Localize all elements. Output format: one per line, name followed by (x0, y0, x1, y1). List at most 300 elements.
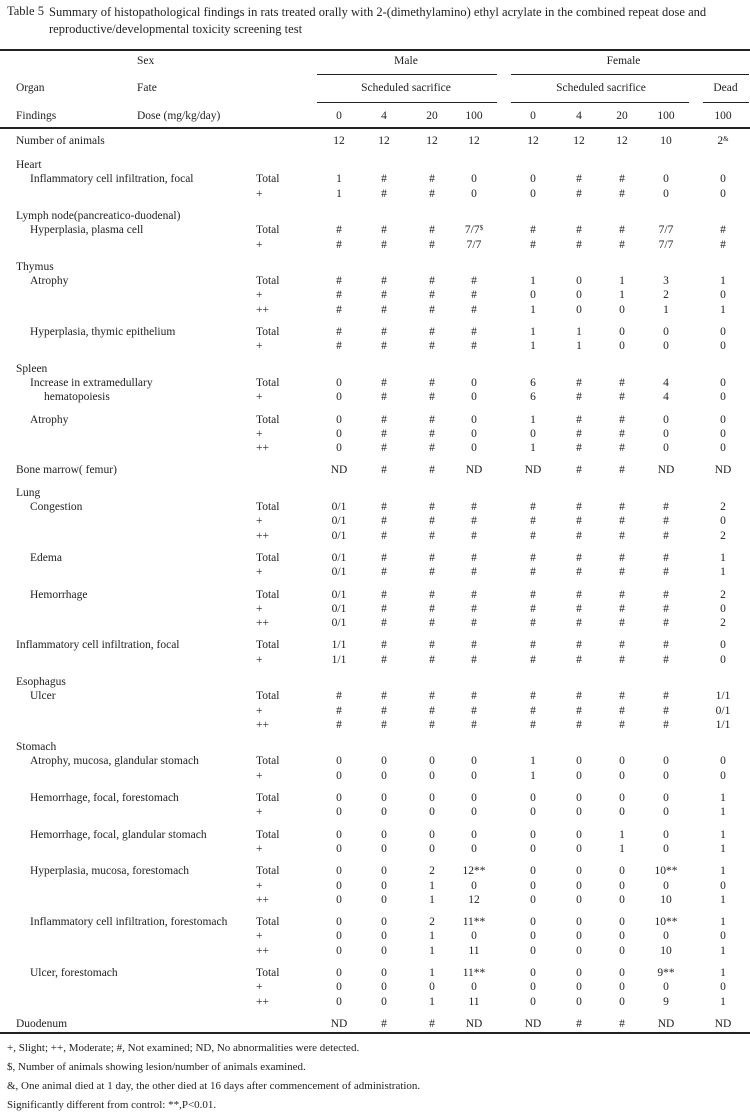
value-cell-value: # (381, 275, 387, 287)
value-cell-value: # (429, 515, 435, 527)
value-cell (449, 754, 499, 768)
grade-label: Total (256, 589, 280, 601)
value-cell (314, 980, 364, 994)
value-cell-value: # (576, 617, 582, 629)
value-cell-value: 0 (720, 515, 726, 527)
value-cell (698, 339, 748, 353)
value-cell (641, 638, 691, 652)
value-cell-value: # (619, 391, 625, 403)
value-cell (508, 288, 558, 302)
grade-label: + (256, 289, 263, 301)
value-cell-value: # (619, 719, 625, 731)
grade-label: + (256, 880, 263, 892)
value-cell (359, 288, 409, 302)
value-cell-value: 1 (663, 304, 669, 316)
value-cell-value: 1 (336, 188, 342, 200)
value-cell-value: # (381, 552, 387, 564)
value-cell (508, 944, 558, 958)
value-cell-value: # (381, 501, 387, 513)
value-cell-value: 2 (663, 289, 669, 301)
value-cell-value: # (429, 639, 435, 651)
organ-label: Stomach (16, 741, 57, 753)
value-cell-value: 1 (619, 843, 625, 855)
grade-label: Total (256, 224, 280, 236)
value-cell-value: # (429, 530, 435, 542)
value-cell (359, 187, 409, 201)
value-cell (508, 754, 558, 768)
value-cell-value: 0 (720, 654, 726, 666)
value-cell-value: # (429, 289, 435, 301)
value-cell-value: # (619, 414, 625, 426)
value-cell (314, 565, 364, 579)
value-cell-value: # (381, 304, 387, 316)
grade-label: + (256, 981, 263, 993)
organ-label: Lymph node(pancreatico-duodenal) (16, 210, 181, 222)
value-cell (314, 653, 364, 667)
value-cell (698, 704, 748, 718)
value-cell-value: 0 (471, 792, 477, 804)
value-cell (641, 303, 691, 317)
value-cell-value: 0 (720, 880, 726, 892)
value-cell (597, 995, 647, 1009)
value-cell-value: 0 (576, 865, 582, 877)
dead-fate-rule (703, 102, 749, 103)
value-cell-value: 1 (720, 865, 726, 877)
value-cell-value: # (530, 589, 536, 601)
value-cell-value: # (619, 515, 625, 527)
value-cell (314, 791, 364, 805)
value-cell-value: 1 (619, 829, 625, 841)
value-cell (508, 500, 558, 514)
value-cell-value: # (429, 1018, 435, 1030)
value-cell (698, 514, 748, 528)
value-cell (641, 500, 691, 514)
value-cell-value: # (471, 654, 477, 666)
value-cell-value: # (471, 603, 477, 615)
value-cell-value: # (429, 501, 435, 513)
value-cell (698, 602, 748, 616)
value-cell (597, 718, 647, 732)
value-cell-value: 0 (720, 289, 726, 301)
value-cell-value: 1 (530, 414, 536, 426)
value-cell (449, 303, 499, 317)
value-cell-value: 9** (657, 967, 675, 979)
value-cell (698, 915, 748, 929)
grade-label: ++ (256, 304, 269, 316)
value-cell-value: # (471, 690, 477, 702)
value-cell-value: 0 (336, 981, 342, 993)
value-cell (597, 427, 647, 441)
value-cell (508, 441, 558, 455)
value-cell (449, 718, 499, 732)
value-cell (508, 427, 558, 441)
value-cell-value: 0 (336, 930, 342, 942)
value-cell (698, 551, 748, 565)
value-cell (449, 944, 499, 958)
value-cell (359, 638, 409, 652)
value-cell-value: 0 (471, 981, 477, 993)
value-cell (508, 805, 558, 819)
value-cell-value: # (619, 589, 625, 601)
value-cell (449, 187, 499, 201)
animals-count-cell-value: 12 (616, 135, 628, 147)
value-cell (314, 944, 364, 958)
value-cell-value: 0/1 (331, 589, 347, 601)
value-cell (597, 929, 647, 943)
value-cell (359, 864, 409, 878)
value-cell-value: 1/1 (715, 690, 731, 702)
bottom-rule (0, 1032, 750, 1034)
value-cell (698, 500, 748, 514)
value-cell (597, 980, 647, 994)
value-cell-value: ND (524, 1018, 542, 1030)
animals-count-cell (359, 134, 409, 148)
organ-label: Heart (16, 159, 42, 171)
value-cell-value: 0 (429, 829, 435, 841)
value-cell (314, 995, 364, 1009)
value-cell (698, 427, 748, 441)
value-cell-value: 0 (576, 916, 582, 928)
value-cell-value: # (576, 224, 582, 236)
value-cell (508, 339, 558, 353)
value-cell (641, 325, 691, 339)
value-cell-value: # (619, 428, 625, 440)
value-cell (359, 223, 409, 237)
dose-header-cell (641, 109, 691, 123)
value-cell-value: 0 (471, 930, 477, 942)
value-cell-value: # (471, 515, 477, 527)
value-cell-value: # (530, 705, 536, 717)
value-cell-value: # (530, 501, 536, 513)
header-male-fate: Scheduled sacrifice (361, 82, 451, 94)
value-cell (597, 274, 647, 288)
value-cell (449, 413, 499, 427)
value-cell (641, 828, 691, 842)
finding-label: Edema (30, 552, 62, 564)
value-cell-value: 0 (381, 806, 387, 818)
value-cell-value: # (429, 224, 435, 236)
dose-header-cell-value: 0 (336, 110, 342, 122)
value-cell (597, 463, 647, 477)
value-cell-value: # (530, 617, 536, 629)
dose-header-cell-value: 100 (465, 110, 483, 122)
value-cell-value: 0 (336, 996, 342, 1008)
value-cell-value: # (471, 566, 477, 578)
value-cell (698, 653, 748, 667)
value-cell-value: 0 (663, 340, 669, 352)
value-cell-value: # (381, 340, 387, 352)
value-cell-value: # (530, 530, 536, 542)
value-cell (359, 791, 409, 805)
value-cell (314, 514, 364, 528)
value-cell-value: 0 (429, 770, 435, 782)
header-bottom-rule (0, 127, 750, 129)
value-cell-value: ND (465, 1018, 483, 1030)
header-sex-label: Sex (137, 55, 155, 67)
finding-label: Hyperplasia, thymic epithelium (30, 326, 176, 338)
value-cell (698, 413, 748, 427)
value-cell (508, 879, 558, 893)
finding-label: Hemorrhage, focal, forestomach (30, 792, 179, 804)
value-cell (314, 288, 364, 302)
value-cell-value: 0 (530, 930, 536, 942)
value-cell-value: 0 (663, 829, 669, 841)
value-cell (508, 413, 558, 427)
value-cell-value: 0 (663, 770, 669, 782)
value-cell-value: ND (714, 1018, 732, 1030)
grade-label: + (256, 603, 263, 615)
value-cell-value: 0 (720, 377, 726, 389)
grade-label: Total (256, 173, 280, 185)
value-cell-value: 0 (720, 173, 726, 185)
value-cell (698, 966, 748, 980)
value-cell-value: 0 (381, 981, 387, 993)
value-cell-value: 0/1 (331, 530, 347, 542)
value-cell (449, 842, 499, 856)
value-cell (359, 565, 409, 579)
value-cell (597, 376, 647, 390)
value-cell (698, 390, 748, 404)
value-cell-value: 0 (530, 945, 536, 957)
value-cell (641, 390, 691, 404)
value-cell-value: # (471, 617, 477, 629)
header-fate-label: Fate (137, 82, 157, 94)
value-cell (314, 588, 364, 602)
value-cell-value: # (619, 552, 625, 564)
value-cell-value: # (381, 1018, 387, 1030)
value-cell (449, 427, 499, 441)
value-cell-value: 0 (381, 916, 387, 928)
value-cell-value: 7/7 (466, 239, 482, 251)
grade-label: Total (256, 377, 280, 389)
value-cell (597, 754, 647, 768)
value-cell (698, 638, 748, 652)
value-cell-value: 1 (429, 996, 435, 1008)
value-cell (449, 325, 499, 339)
value-cell (314, 172, 364, 186)
value-cell-value: # (429, 304, 435, 316)
value-cell (597, 864, 647, 878)
grade-label: Total (256, 501, 280, 513)
value-cell (641, 653, 691, 667)
value-cell (698, 238, 748, 252)
value-cell-value: # (576, 515, 582, 527)
value-cell (597, 828, 647, 842)
value-cell-value: 0 (619, 792, 625, 804)
value-cell (698, 223, 748, 237)
value-cell-value: 0 (619, 806, 625, 818)
value-cell-value: 0 (381, 829, 387, 841)
value-cell-value: # (663, 719, 669, 731)
value-cell-value: 10 (660, 894, 672, 906)
animals-count-cell (698, 134, 748, 148)
value-cell (314, 274, 364, 288)
value-cell-value: # (471, 304, 477, 316)
value-cell-value: 0 (619, 326, 625, 338)
value-cell (508, 864, 558, 878)
value-cell-value: # (619, 530, 625, 542)
value-cell-value: 0 (381, 945, 387, 957)
value-cell-value: 0 (663, 414, 669, 426)
value-cell-value: 0 (471, 377, 477, 389)
value-cell-value: # (619, 566, 625, 578)
value-cell-value: # (381, 464, 387, 476)
value-cell (508, 929, 558, 943)
value-cell-value: 0 (336, 377, 342, 389)
value-cell (597, 325, 647, 339)
value-cell (597, 288, 647, 302)
number-of-animals-label: Number of animals (16, 135, 105, 147)
value-cell-value: # (381, 289, 387, 301)
organ-label: Spleen (16, 363, 48, 375)
finding-label: Inflammatory cell infiltration, focal (16, 639, 180, 651)
value-cell (597, 303, 647, 317)
value-cell (314, 966, 364, 980)
value-cell (597, 588, 647, 602)
grade-label: + (256, 930, 263, 942)
value-cell-value: 0 (381, 865, 387, 877)
value-cell-value: 0 (471, 829, 477, 841)
value-cell-value: # (381, 326, 387, 338)
value-cell (508, 966, 558, 980)
dose-header-cell (597, 109, 647, 123)
value-cell-value: 1 (619, 289, 625, 301)
value-cell-value: # (576, 391, 582, 403)
value-cell-value: 0 (336, 428, 342, 440)
dose-header-cell (449, 109, 499, 123)
value-cell (641, 791, 691, 805)
value-cell-value: 0 (336, 770, 342, 782)
value-cell (314, 303, 364, 317)
value-cell (698, 1017, 748, 1031)
value-cell-value: # (619, 617, 625, 629)
dose-header-cell (698, 109, 748, 123)
value-cell-value: 0 (429, 806, 435, 818)
value-cell (449, 929, 499, 943)
finding-label: Hemorrhage (30, 589, 88, 601)
animals-count-cell-value: 12 (573, 135, 585, 147)
value-cell-value: 1 (576, 326, 582, 338)
value-cell-value: # (471, 589, 477, 601)
value-cell (508, 529, 558, 543)
value-cell-value: 0 (576, 843, 582, 855)
value-cell-value: 2 (720, 617, 726, 629)
value-cell-value: 1 (530, 770, 536, 782)
value-cell-value: 0 (720, 930, 726, 942)
value-cell (449, 390, 499, 404)
value-cell-value: 0 (471, 414, 477, 426)
value-cell-value: 11** (462, 916, 486, 928)
header-findings-label: Findings (16, 110, 57, 122)
value-cell (597, 944, 647, 958)
value-cell-value: 6 (530, 391, 536, 403)
value-cell (449, 769, 499, 783)
value-cell-value: # (576, 719, 582, 731)
value-cell-value: 0 (720, 639, 726, 651)
value-cell-value: 1 (720, 792, 726, 804)
value-cell (449, 588, 499, 602)
footnote-marker: & (723, 135, 729, 143)
value-cell-value: 0 (720, 188, 726, 200)
value-cell-value: 0 (663, 173, 669, 185)
value-cell (508, 565, 558, 579)
value-cell-value: # (720, 224, 726, 236)
grade-label: + (256, 566, 263, 578)
grade-label: ++ (256, 719, 269, 731)
value-cell (698, 325, 748, 339)
value-cell (597, 413, 647, 427)
value-cell (359, 929, 409, 943)
value-cell (449, 602, 499, 616)
value-cell (449, 463, 499, 477)
value-cell (641, 376, 691, 390)
finding-label: Hyperplasia, mucosa, forestomach (30, 865, 190, 877)
finding-label: Congestion (30, 501, 83, 513)
animals-count-cell-value: 12 (527, 135, 539, 147)
value-cell-value: 6 (530, 377, 536, 389)
value-cell-value: # (471, 289, 477, 301)
value-cell (359, 441, 409, 455)
value-cell-value: 1 (720, 843, 726, 855)
value-cell-value: # (663, 705, 669, 717)
value-cell-value: # (381, 719, 387, 731)
dose-header-cell (314, 109, 364, 123)
value-cell (508, 704, 558, 718)
value-cell (314, 325, 364, 339)
value-cell (508, 238, 558, 252)
value-cell (359, 842, 409, 856)
value-cell (641, 187, 691, 201)
value-cell-value: # (619, 239, 625, 251)
value-cell-value: 0 (720, 391, 726, 403)
value-cell-value: # (576, 566, 582, 578)
value-cell (359, 551, 409, 565)
grade-label: Total (256, 967, 280, 979)
animals-count-cell (508, 134, 558, 148)
value-cell-value: 1 (530, 275, 536, 287)
value-cell (698, 463, 748, 477)
value-cell (314, 929, 364, 943)
value-cell-value: # (429, 719, 435, 731)
value-cell (314, 879, 364, 893)
value-cell-value: 2 (720, 501, 726, 513)
value-cell (449, 441, 499, 455)
value-cell-value: 0 (530, 916, 536, 928)
animals-count-cell (449, 134, 499, 148)
value-cell (698, 944, 748, 958)
grade-label: Total (256, 690, 280, 702)
value-cell-value: 0 (663, 428, 669, 440)
value-cell (314, 864, 364, 878)
value-cell (698, 842, 748, 856)
value-cell-value: # (381, 377, 387, 389)
value-cell-value: ND (657, 464, 675, 476)
value-cell-value: 1/1 (715, 719, 731, 731)
value-cell-value: 1 (530, 755, 536, 767)
footnote-marker: $ (479, 224, 484, 232)
value-cell (508, 638, 558, 652)
value-cell-value: # (429, 654, 435, 666)
value-cell (597, 551, 647, 565)
value-cell-value: 0 (381, 755, 387, 767)
value-cell (314, 390, 364, 404)
value-cell (359, 805, 409, 819)
value-cell (597, 565, 647, 579)
value-cell (359, 754, 409, 768)
value-cell-value: 12** (462, 865, 486, 877)
value-cell-value: # (619, 603, 625, 615)
grade-label: + (256, 428, 263, 440)
